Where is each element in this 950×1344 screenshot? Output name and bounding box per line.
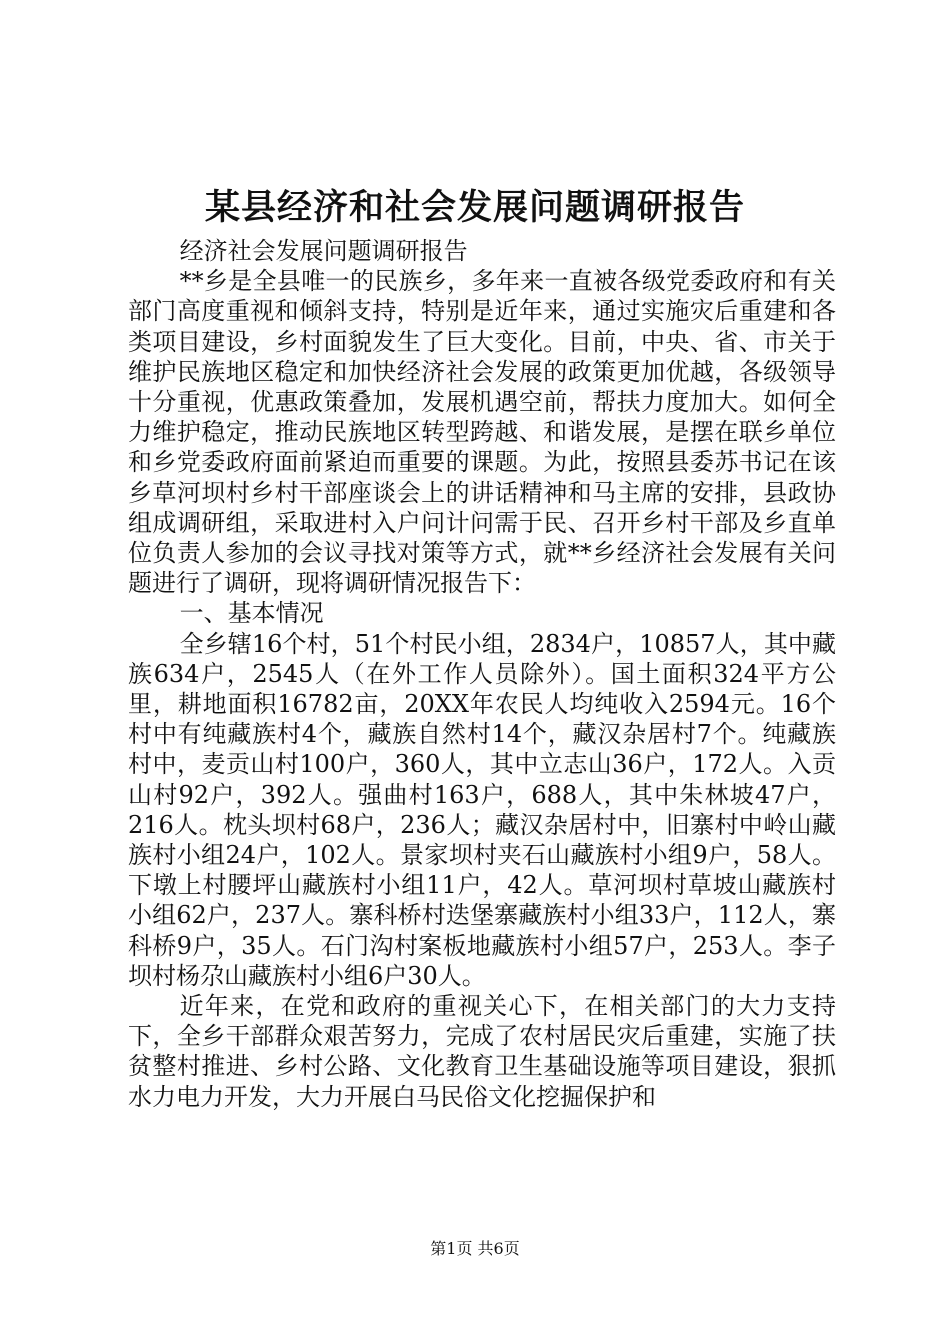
basic-situation-paragraph: 全乡辖16个村，51个村民小组，2834户，10857人，其中藏族634户，2545人（在外工作人员除外）。国土面积324平方公里，耕地面积16782亩，20XX年农民人均纯收入2594元。16个村中有纯藏族村4个，藏族自然村14个，藏汉杂居村7个。纯藏族村中，麦贡山村100户，360人，其中立志山36户，172人。入贡山村92户，392人。强曲村163户，688人，其中朱林坡47户，216人。枕头坝村68户，236人；藏汉杂居村中，旧寨村中岭山藏族村小组24户，102人。景家坝村夹石山藏族村小组9户，58人。下墩上村腰坪山藏族村小组11户，42人。草河坝村草坡山藏族村小组62户，237人。寨科桥村迭堡寨藏族村小组33户，112人，寨科桥9户，35人。石门沟村案板地藏族村小组57户，253人。李子坝村杨尕山藏族村小组6户30人。: [128, 629, 836, 990]
section-heading: 一、基本情况: [179, 599, 324, 628]
intro-paragraph: **乡是全县唯一的民族乡，多年来一直被各级党委政府和有关部门高度重视和倾斜支持，特别是近年来，通过实施灾后重建和各类项目建设，乡村面貌发生了巨大变化。目前，中央、省、市关于维护民族地区稳定和加快经济社会发展的政策更加优越，各级领导十分重视，优惠政策叠加，发展机遇空前，帮扶力度加大。如何全力维护稳定，推动民族地区转型跨越、和谐发展，是摆在联乡单位和乡党委政府面前紧迫而重要的课题。为此，按照县委苏书记在该乡草河坝村乡村干部座谈会上的讲话精神和马主席的安排，县政协组成调研组，采取进村入户问计问需于民、召开乡村干部及乡直单位负责人参加的会议寻找对策等方式，就**乡经济社会发展有关问题进行了调研，现将调研情况报告下：: [128, 267, 836, 598]
document-body: [128, 236, 836, 1112]
recent-years-paragraph: 近年来，在党和政府的重视关心下，在相关部门的大力支持下，全乡干部群众艰苦努力，完成了农村居民灾后重建，实施了扶贫整村推进、乡村公路、文化教育卫生基础设施等项目建设，狠抓水力电力开发，大力开展白马民俗文化挖掘保护和: [128, 992, 836, 1111]
document-title: 某县经济和社会发展问题调研报告: [204, 187, 745, 228]
page-footer: 第1页 共6页: [430, 1239, 520, 1258]
subtitle-paragraph: 经济社会发展问题调研报告: [179, 237, 468, 265]
